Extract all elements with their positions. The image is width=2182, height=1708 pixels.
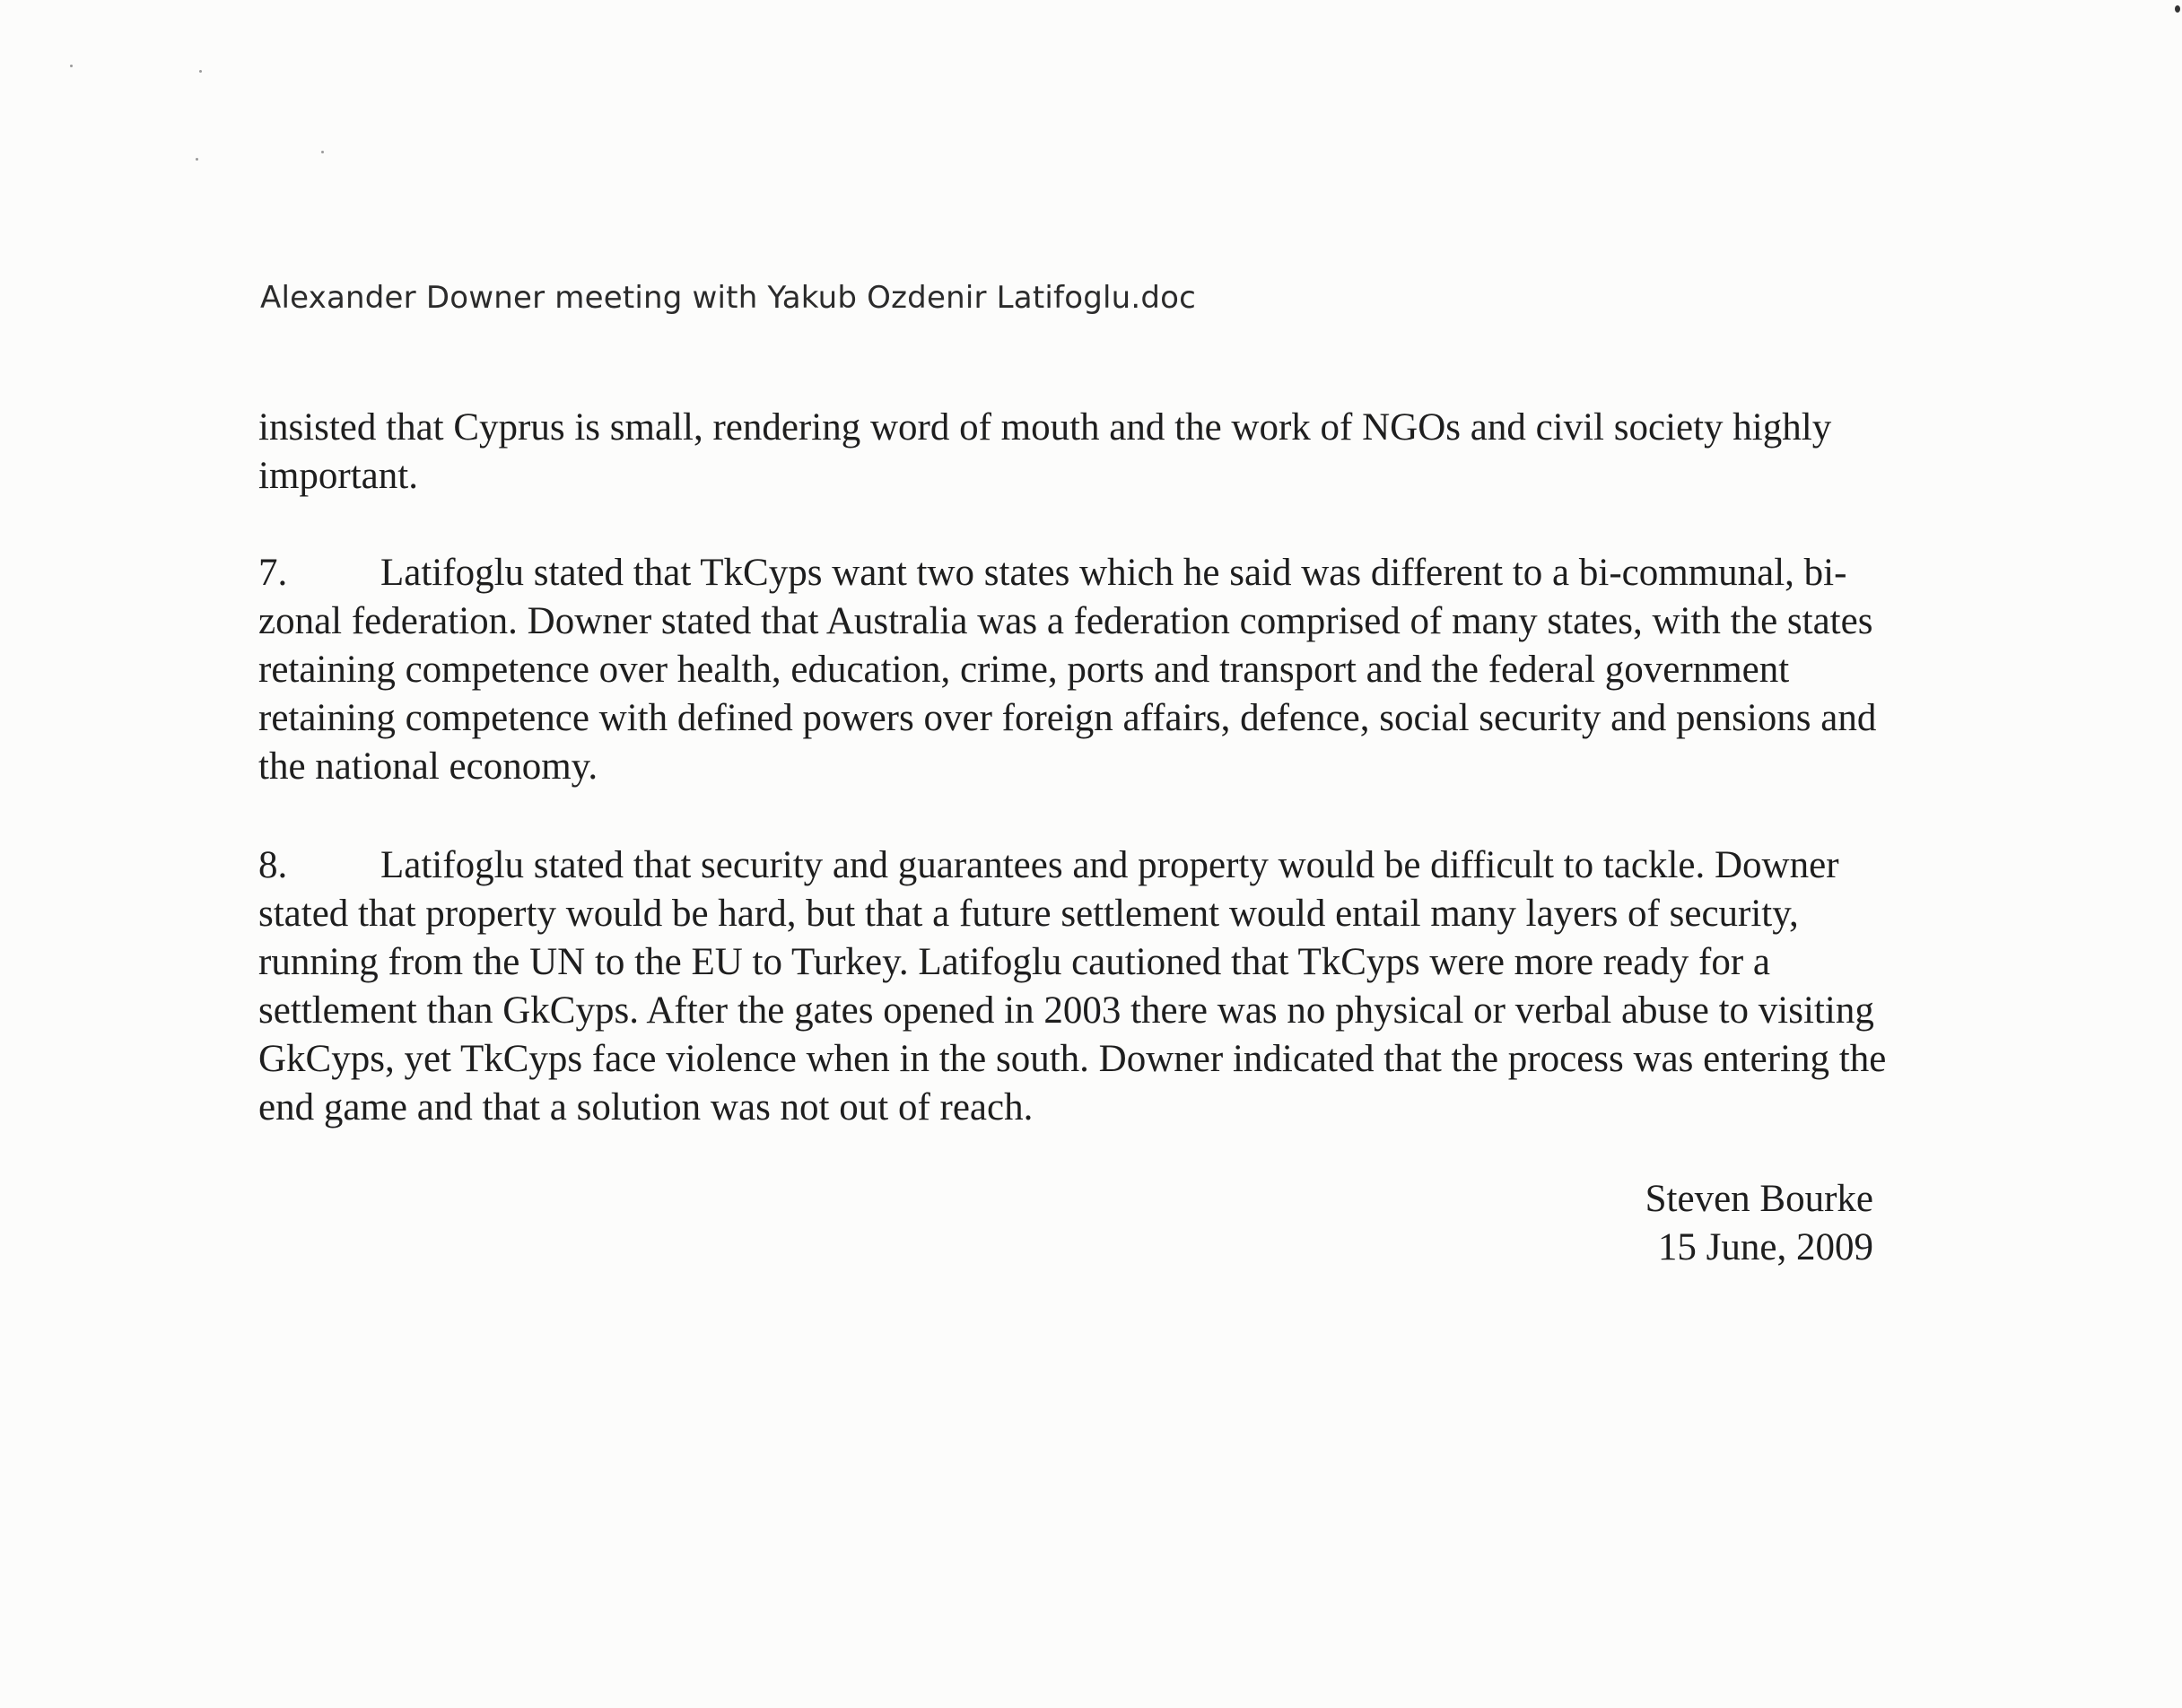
document-header: Alexander Downer meeting with Yakub Ozdenir Latifoglu.doc [260, 280, 1197, 316]
paragraph-number: 7. [258, 552, 288, 594]
paragraph-8 [258, 841, 1891, 1132]
signature-block [1645, 1175, 1873, 1272]
paragraph-text: insisted that Cyprus is small, rendering word of mouth and the work of NGOs and civil society highly important. [258, 406, 1832, 497]
scan-speck [70, 65, 73, 67]
paragraph-text: Latifoglu stated that security and guarantees and property would be difficult to tackle. Downer stated that property would be hard, but that a future settlement would entail many layers of security, running from the UN to the EU to Turkey. Latifoglu cautioned that TkCyps were more ready for a settlement than GkCyps. After the gates opened in 2003 there was no physical or verbal abuse to visiting GkCyps, yet TkCyps face violence when in the south. Downer indicated that the process was entering the end game and that a solution was not out of reach. [258, 844, 1887, 1128]
scan-speck [199, 70, 202, 73]
paragraph-number: 8. [258, 844, 288, 886]
scan-speck [196, 158, 198, 161]
paragraph-text: Latifoglu stated that TkCyps want two states which he said was different to a bi-communal, bi-zonal federation. Downer stated that Australia was a federation comprised of many states, with the states retaining competence over health, education, crime, ports and transport and the federal government retaining competence with defined powers over foreign affairs, defence, social security and pensions and the national economy. [258, 552, 1877, 788]
scan-speck [321, 151, 324, 153]
signature-date: 15 June, 2009 [1657, 1226, 1873, 1268]
signature-name: Steven Bourke [1645, 1178, 1873, 1220]
paragraph-7 [258, 549, 1891, 791]
paragraph-continuation [258, 404, 1891, 501]
scan-speck [2175, 5, 2180, 13]
